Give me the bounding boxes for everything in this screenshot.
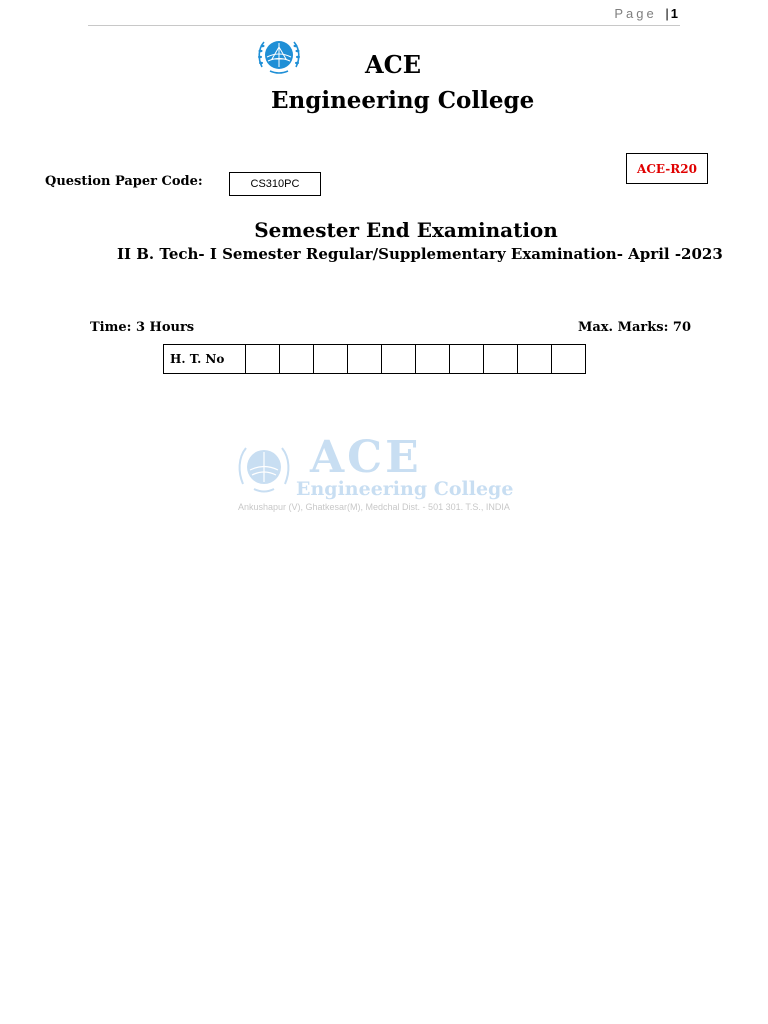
watermark-emblem-icon [236, 442, 292, 494]
hall-ticket-label: H. T. No [164, 345, 246, 374]
college-watermark [236, 432, 514, 518]
page-word: Page [614, 6, 657, 21]
hall-ticket-box[interactable] [382, 345, 416, 374]
hall-ticket-box[interactable] [518, 345, 552, 374]
watermark-short-name: ACE [310, 432, 422, 483]
hall-ticket-box[interactable] [484, 345, 518, 374]
hall-ticket-box[interactable] [314, 345, 348, 374]
exam-time: Time: 3 Hours [90, 320, 195, 335]
hall-ticket-table [163, 344, 586, 374]
college-emblem-icon [256, 37, 302, 75]
regulation-badge: ACE-R20 [626, 153, 708, 184]
exam-title: Semester End Examination [254, 218, 558, 242]
question-paper-code-label: Question Paper Code: [45, 174, 203, 189]
hall-ticket-box[interactable] [416, 345, 450, 374]
max-marks: Max. Marks: 70 [577, 320, 691, 335]
page-number [614, 6, 678, 21]
college-full-name: Engineering College [271, 87, 535, 114]
watermark-address: Ankushapur (V), Ghatkesar(M), Medchal Dist. - 501 301. T.S., INDIA [238, 502, 510, 512]
hall-ticket-box[interactable] [552, 345, 586, 374]
watermark-full-name: Engineering College [296, 478, 514, 500]
question-paper-code-value: CS310PC [229, 172, 321, 196]
hall-ticket-box[interactable] [450, 345, 484, 374]
page-number-value: 1 [670, 6, 678, 21]
hall-ticket-box[interactable] [246, 345, 280, 374]
exam-subtitle: II B. Tech- I Semester Regular/Supplementary Examination- April -2023 [117, 245, 723, 263]
page-separator: | [665, 6, 669, 21]
header-rule [88, 25, 680, 26]
hall-ticket-box[interactable] [348, 345, 382, 374]
hall-ticket-box[interactable] [280, 345, 314, 374]
college-short-name: ACE [365, 50, 422, 79]
hall-ticket-row [164, 345, 586, 374]
